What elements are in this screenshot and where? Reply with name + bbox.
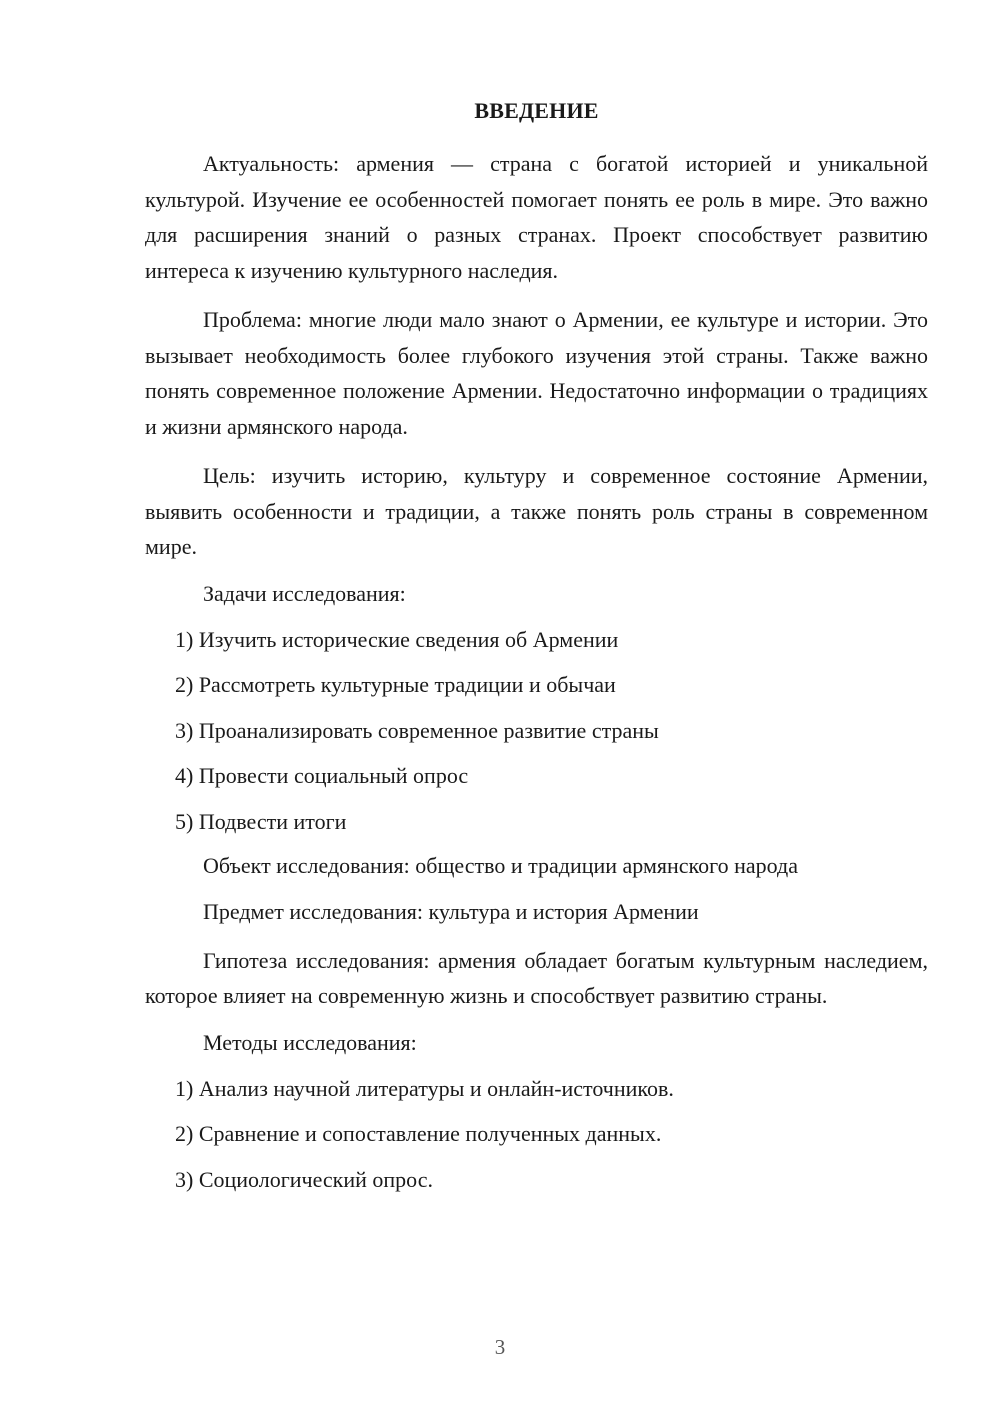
methods-heading: Методы исследования: [203,1029,417,1055]
list-item: 2) Сравнение и сопоставление полученных данных. [175,1121,662,1146]
list-item: 2) Рассмотреть культурные традиции и обычаи [175,672,616,697]
relevance-paragraph: Актуальность: армения — страна с богатой историей и уникальной культурой. Изучение ее особенностей помогает понять ее роль в мире. Это важно для расширения знаний о разных странах. Проект способствует развитию интереса к изучению культурного наследия. [145,151,928,283]
page-content [145,96,928,1209]
list-item: 3) Проанализировать современное развитие страны [175,717,659,743]
tasks-list [145,625,928,837]
section-title: ВВЕДЕНИЕ [474,98,599,123]
hypothesis-paragraph: Гипотеза исследования: армения обладает богатым культурным наследием, которое влияет на современную жизнь и способствует развитию страны. [145,947,928,1008]
list-item: 3) Социологический опрос. [175,1166,433,1192]
list-item: 1) Анализ научной литературы и онлайн-источников. [175,1075,674,1101]
tasks-heading: Задачи исследования: [203,580,406,606]
list-item: 5) Подвести итоги [175,808,347,834]
list-item: 4) Провести социальный опрос [175,763,469,788]
goal-paragraph: Цель: изучить историю, культуру и современное состояние Армении, выявить особенности и традиции, а также понять роль страны в современном мире. [145,463,928,559]
list-item: 1) Изучить исторические сведения об Армении [175,626,619,652]
page-number: 3 [494,1335,506,1359]
object-paragraph: Объект исследования: общество и традиции армянского народа [203,852,798,878]
problem-paragraph: Проблема: многие люди мало знают о Армении, ее культуре и истории. Это вызывает необходимость более глубокого изучения этой страны. Также важно понять современное положение Армении. Недостаточно информации о традициях и жизни армянского народа. [145,307,928,439]
subject-paragraph: Предмет исследования: культура и история Армении [203,898,699,924]
methods-list [145,1074,928,1195]
